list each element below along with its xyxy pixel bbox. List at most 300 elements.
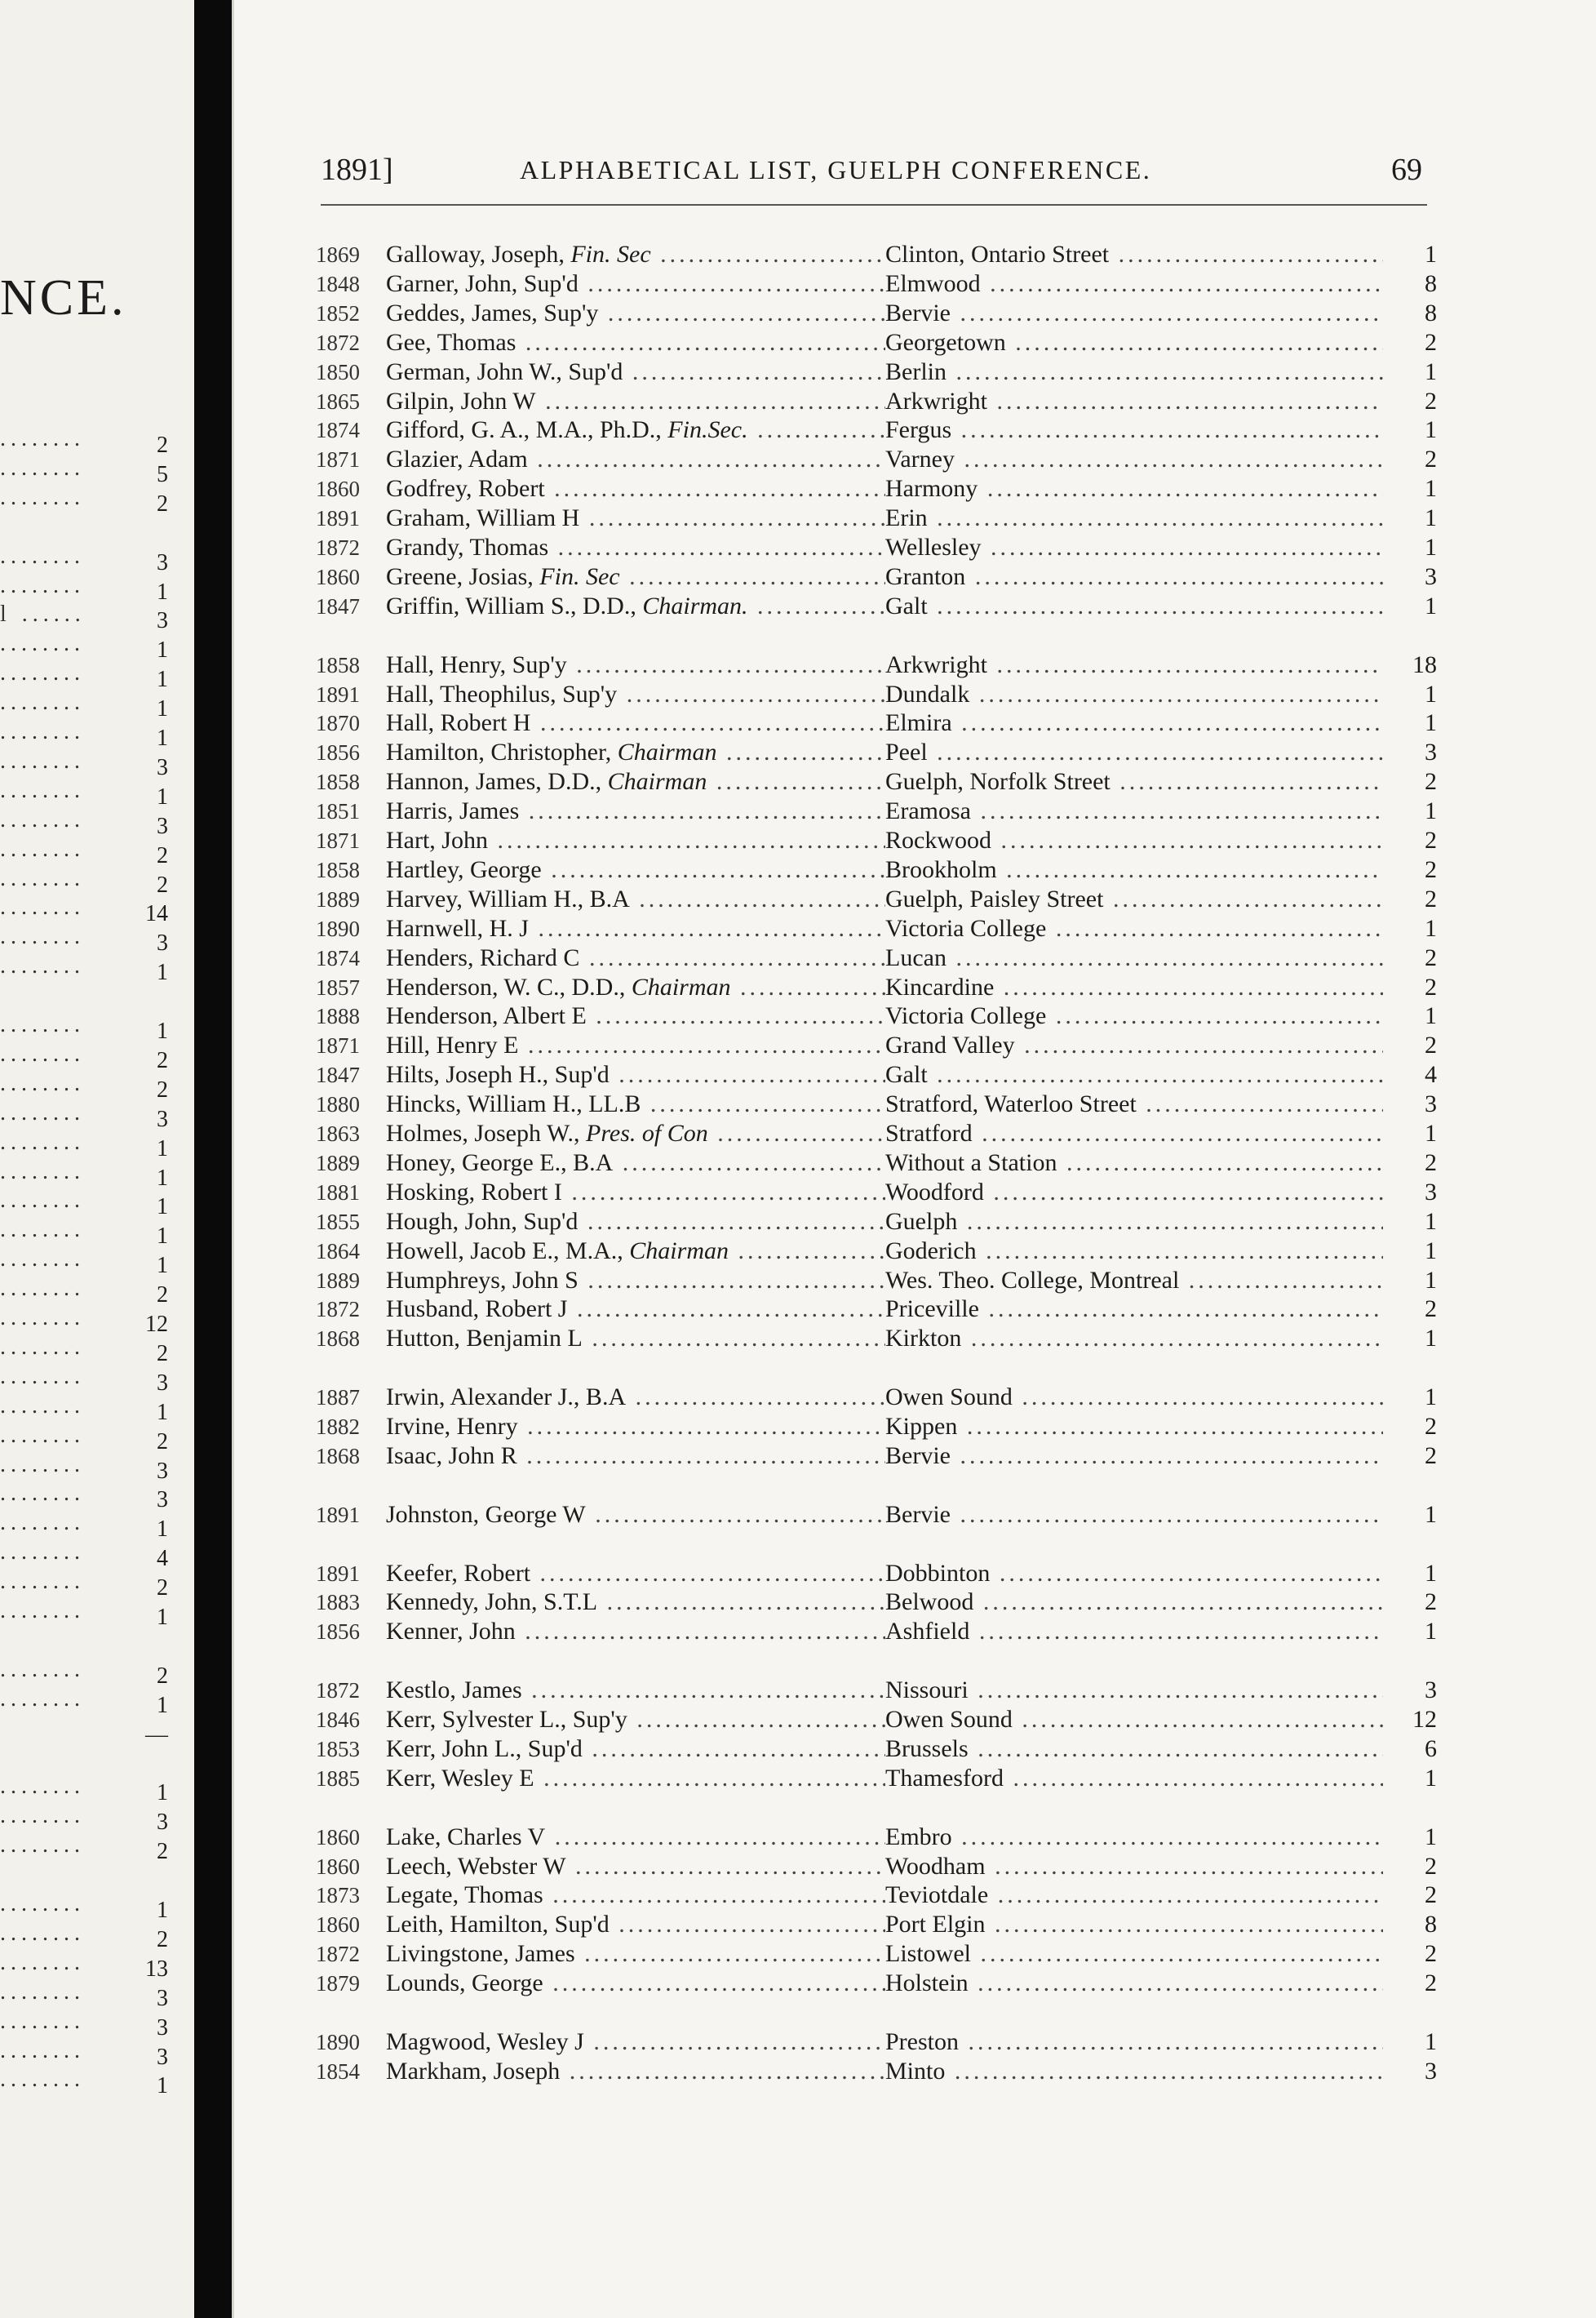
entry-circuit: Erin ..... <box>885 504 1383 533</box>
entry-years-count: 2 <box>1425 973 1437 1001</box>
left-row-value: 3 <box>157 1487 168 1513</box>
left-row-value: 2 <box>157 872 168 898</box>
list-entry <box>234 387 1596 416</box>
list-entry <box>234 1734 1596 1764</box>
entry-name-text: Gifford, G. A., M.A., Ph.D., <box>386 416 662 444</box>
left-page-row <box>0 1832 188 1867</box>
entry-name-text: Leech, Webster W <box>386 1852 566 1880</box>
entry-years-count: 8 <box>1425 269 1437 297</box>
entry-years-count: 4 <box>1425 1061 1437 1089</box>
entry-name-text: Geddes, James, Sup'y <box>386 299 599 326</box>
entry-years-count: 8 <box>1425 1911 1437 1938</box>
left-row-value: — <box>145 1721 168 1747</box>
entry-year: 1870 <box>316 711 360 736</box>
entry-circuit: Woodham ..... <box>885 1852 1383 1881</box>
list-entry <box>234 269 1596 299</box>
entry-year: 1890 <box>316 2029 360 2054</box>
left-row-leader: ........ <box>0 836 85 862</box>
left-row-value: 3 <box>157 608 168 634</box>
entry-name-text: Kestlo, James <box>386 1676 522 1704</box>
main-page <box>232 0 1596 2318</box>
entry-name-text: Gee, Thomas <box>386 328 516 356</box>
entry-office-title: Chairman. <box>642 592 748 619</box>
entry-name-text: Irvine, Henry <box>386 1413 518 1440</box>
entry-circuit: Ashfield ..... <box>885 1617 1383 1646</box>
page-number: 69 <box>1391 153 1422 187</box>
entry-name-text: Kerr, John L., Sup'd <box>386 1734 583 1762</box>
left-row-value: 2 <box>157 1428 168 1454</box>
entry-circuit: Kirkton ..... <box>885 1324 1383 1353</box>
entry-years-count: 1 <box>1425 1383 1437 1411</box>
entry-year: 1891 <box>316 682 360 707</box>
left-row-value: 1 <box>157 1898 168 1923</box>
entry-circuit: Dundalk ..... <box>885 680 1383 709</box>
entry-circuit: Victoria College ..... <box>885 914 1383 944</box>
left-row-leader: ........ <box>0 572 85 598</box>
entry-circuit: Preston ..... <box>885 2027 1383 2057</box>
entry-name-text: Husband, Robert J <box>386 1295 568 1323</box>
entry-circuit: Rockwood ..... <box>885 826 1383 855</box>
left-row-value: 3 <box>157 813 168 839</box>
entry-year: 1855 <box>316 1209 360 1234</box>
entry-year: 1869 <box>316 242 360 267</box>
entry-years-count: 2 <box>1425 1032 1437 1059</box>
entry-year: 1873 <box>316 1883 360 1908</box>
entry-year: 1863 <box>316 1121 360 1146</box>
list-entry <box>234 592 1596 621</box>
entry-years-count: 1 <box>1425 1120 1437 1147</box>
entry-year: 1857 <box>316 975 360 1000</box>
entry-circuit: Fergus ..... <box>885 415 1383 445</box>
entry-year: 1880 <box>316 1092 360 1117</box>
left-row-leader: ........ <box>0 1569 85 1595</box>
left-row-leader: ........ <box>0 1920 85 1946</box>
entry-circuit: Embro ..... <box>885 1823 1383 1852</box>
entry-year: 1889 <box>316 1150 360 1175</box>
entry-name-text: Garner, John, Sup'd <box>386 269 579 297</box>
entry-years-count: 1 <box>1425 592 1437 619</box>
entry-circuit: Brussels ..... <box>885 1734 1383 1764</box>
left-row-leader: ........ <box>0 1276 85 1302</box>
left-row-leader: ........ <box>0 1978 85 2005</box>
entry-name-text: Kenner, John <box>386 1618 516 1645</box>
entry-year: 1851 <box>316 799 360 824</box>
left-row-value: 1 <box>157 667 168 693</box>
entry-years-count: 2 <box>1425 1148 1437 1176</box>
entry-name-text: Legate, Thomas <box>386 1881 543 1909</box>
entry-office-title: Chairman <box>631 973 731 1001</box>
left-row-leader: l ...... <box>0 602 86 628</box>
entry-years-count: 1 <box>1425 1325 1437 1352</box>
list-entry <box>234 973 1596 1002</box>
entry-year: 1860 <box>316 1912 360 1938</box>
list-entry <box>234 1207 1596 1237</box>
entry-name-text: Graham, William H <box>386 504 580 532</box>
entry-years-count: 1 <box>1425 709 1437 737</box>
entry-name-text: Greene, Josias, <box>386 562 534 590</box>
entry-circuit: Arkwright ..... <box>885 387 1383 416</box>
left-facing-page <box>0 0 194 2318</box>
entry-year: 1885 <box>316 1765 360 1791</box>
entry-name-text: Hannon, James, D.D., <box>386 768 602 796</box>
left-row-leader: ........ <box>0 1774 85 1800</box>
left-row-value: 4 <box>157 1546 168 1572</box>
left-row-leader: ........ <box>0 1217 85 1243</box>
left-row-value: 2 <box>157 1282 168 1308</box>
entry-years-count: 1 <box>1425 241 1437 268</box>
entry-year: 1891 <box>316 1502 360 1527</box>
left-row-value: 2 <box>157 491 168 517</box>
left-row-value: 1 <box>157 637 168 664</box>
left-row-leader: ........ <box>0 543 85 569</box>
left-row-leader: ........ <box>0 1158 85 1184</box>
entry-name-text: Henderson, W. C., D.D., <box>386 973 626 1001</box>
entry-circuit: Georgetown ..... <box>885 328 1383 357</box>
list-entry <box>234 1939 1596 1969</box>
entry-circuit: Arkwright ..... <box>885 651 1383 680</box>
entry-circuit: Guelph ..... <box>885 1207 1383 1237</box>
left-row-leader: ........ <box>0 1949 85 1975</box>
entry-year: 1852 <box>316 300 360 326</box>
left-row-value: 3 <box>157 2044 168 2070</box>
left-row-value: 1 <box>157 1019 168 1044</box>
list-entry <box>234 1500 1596 1530</box>
list-entry <box>234 1148 1596 1178</box>
entry-year: 1848 <box>316 271 360 296</box>
entry-circuit: Wellesley ..... <box>885 533 1383 562</box>
left-row-leader: ........ <box>0 1334 85 1360</box>
entry-office-title: Fin.Sec. <box>667 416 748 444</box>
entry-years-count: 1 <box>1425 534 1437 561</box>
left-row-leader: ........ <box>0 924 85 950</box>
left-row-value: 1 <box>157 1605 168 1630</box>
entry-years-count: 2 <box>1425 1969 1437 1997</box>
entry-year: 1871 <box>316 828 360 853</box>
left-row-value: 3 <box>157 1810 168 1836</box>
left-row-leader: ........ <box>0 806 85 833</box>
left-row-value: 1 <box>157 1516 168 1543</box>
entry-circuit: Holstein ..... <box>885 1969 1383 1998</box>
entry-year: 1871 <box>316 1033 360 1059</box>
left-row-value: 1 <box>157 726 168 751</box>
entry-years-count: 2 <box>1425 1852 1437 1880</box>
list-entry <box>234 328 1596 357</box>
entry-circuit: Kippen ..... <box>885 1412 1383 1441</box>
left-row-leader: ........ <box>0 631 85 657</box>
entry-year: 1883 <box>316 1590 360 1615</box>
entry-year: 1856 <box>316 1619 360 1645</box>
entry-year: 1872 <box>316 1678 360 1703</box>
list-entry <box>234 1383 1596 1412</box>
list-entry <box>234 797 1596 826</box>
entry-circuit: Dobbinton ..... <box>885 1559 1383 1588</box>
list-entry <box>234 2057 1596 2086</box>
entry-year: 1889 <box>316 1268 360 1293</box>
entry-name-text: Howell, Jacob E., M.A., <box>386 1237 623 1264</box>
entry-years-count: 1 <box>1425 1618 1437 1645</box>
entry-circuit: Listowel ..... <box>885 1939 1383 1969</box>
left-row-value: 1 <box>157 784 168 810</box>
entry-name-text: Holmes, Joseph W., <box>386 1120 580 1147</box>
entry-years-count: 2 <box>1425 768 1437 796</box>
entry-years-count: 2 <box>1425 1881 1437 1909</box>
left-row-value: 2 <box>157 1575 168 1601</box>
entry-years-count: 1 <box>1425 1002 1437 1030</box>
entry-name-text: Glazier, Adam <box>386 446 528 473</box>
list-entry <box>234 533 1596 562</box>
list-entry <box>234 1266 1596 1295</box>
entry-years-count: 18 <box>1412 651 1437 678</box>
entry-name-text: Griffin, William S., D.D., <box>386 592 636 619</box>
left-row-leader: ........ <box>0 690 85 716</box>
left-row-value: 1 <box>157 579 168 605</box>
entry-circuit: Berlin ..... <box>885 357 1383 387</box>
left-row-leader: ........ <box>0 1510 85 1536</box>
list-entry <box>234 1119 1596 1148</box>
entry-name-text: Keefer, Robert <box>386 1559 531 1587</box>
entry-circuit: Lucan ..... <box>885 944 1383 973</box>
left-row-leader: ........ <box>0 1481 85 1507</box>
entry-circuit: Nissouri ..... <box>885 1676 1383 1705</box>
entry-circuit: Brookholm ..... <box>885 855 1383 885</box>
left-row-value: 1 <box>157 960 168 986</box>
entry-circuit: Kincardine ..... <box>885 973 1383 1002</box>
entry-circuit: Teviotdale ..... <box>885 1881 1383 1910</box>
left-row-value: 2 <box>157 1839 168 1865</box>
entry-year: 1854 <box>316 2058 360 2084</box>
list-entry <box>234 1060 1596 1090</box>
entry-circuit: Elmwood ..... <box>885 269 1383 299</box>
entry-name-text: Hartley, George <box>386 855 542 883</box>
entry-name-text: Hutton, Benjamin L <box>386 1325 583 1352</box>
left-row-value: 12 <box>145 1312 168 1337</box>
left-page-row <box>0 953 188 988</box>
entry-years-count: 2 <box>1425 1940 1437 1968</box>
entry-year: 1847 <box>316 593 360 619</box>
list-entry <box>234 562 1596 592</box>
left-row-leader: ........ <box>0 1598 85 1623</box>
entry-circuit: Without a Station ..... <box>885 1148 1383 1178</box>
entry-name-text: Hall, Theophilus, Sup'y <box>386 680 618 708</box>
list-entry <box>234 1559 1596 1588</box>
entry-circuit: Guelph, Norfolk Street ..... <box>885 767 1383 797</box>
entry-name-text: Irwin, Alexander J., B.A <box>386 1383 627 1411</box>
list-entry <box>234 445 1596 474</box>
entry-year: 1872 <box>316 1942 360 1967</box>
left-row-leader: ........ <box>0 1363 85 1389</box>
list-entry <box>234 1617 1596 1646</box>
entry-office-title: Chairman <box>617 739 717 766</box>
entry-name-text: Johnston, George W <box>386 1500 586 1528</box>
entry-years-count: 2 <box>1425 1295 1437 1323</box>
entry-name-text: Harris, James <box>386 797 520 825</box>
entry-circuit: Owen Sound ..... <box>885 1705 1383 1734</box>
entry-circuit: Goderich ..... <box>885 1237 1383 1266</box>
header-rule <box>321 204 1427 206</box>
entry-circuit: Victoria College ..... <box>885 1001 1383 1031</box>
left-row-leader: ........ <box>0 2037 85 2063</box>
entry-circuit: Minto ..... <box>885 2057 1383 2086</box>
entry-year: 1860 <box>316 1824 360 1850</box>
entry-year: 1853 <box>316 1736 360 1761</box>
entry-years-count: 1 <box>1425 475 1437 503</box>
left-row-value: 3 <box>157 1985 168 2011</box>
entry-name-text: Magwood, Wesley J <box>386 2027 584 2055</box>
entry-office-title: Fin. Sec <box>539 562 620 590</box>
entry-years-count: 2 <box>1425 1441 1437 1469</box>
left-row-value: 1 <box>157 1692 168 1718</box>
left-row-leader: ........ <box>0 748 85 774</box>
left-row-value: 3 <box>157 1458 168 1484</box>
entry-year: 1887 <box>316 1385 360 1410</box>
entry-name-text: Grandy, Thomas <box>386 534 549 561</box>
left-row-leader: ........ <box>0 1451 85 1477</box>
left-row-value: 2 <box>157 1077 168 1103</box>
header-year: 1891] <box>321 153 393 187</box>
entry-circuit: Clinton, Ontario Street ..... <box>885 240 1383 269</box>
entry-years-count: 1 <box>1425 914 1437 942</box>
left-row-leader: ........ <box>0 484 85 510</box>
left-page-row <box>0 1721 188 1750</box>
entry-years-count: 2 <box>1425 387 1437 415</box>
entry-circuit: Port Elgin ..... <box>885 1910 1383 1939</box>
left-row-value: 3 <box>157 2014 168 2040</box>
left-row-value: 2 <box>157 1047 168 1073</box>
entry-year: 1856 <box>316 740 360 766</box>
list-entry <box>234 240 1596 269</box>
left-row-leader: ........ <box>0 1656 85 1682</box>
entry-years-count: 2 <box>1425 827 1437 854</box>
list-entry <box>234 738 1596 767</box>
entry-name-text: Kerr, Sylvester L., Sup'y <box>386 1706 627 1733</box>
entry-year: 1846 <box>316 1707 360 1732</box>
left-row-value: 1 <box>157 1135 168 1161</box>
left-row-leader: ........ <box>0 953 85 979</box>
left-row-value: 1 <box>157 1780 168 1806</box>
entry-year: 1872 <box>316 1297 360 1322</box>
entry-office-title: Chairman <box>607 768 707 796</box>
entry-name-text: Hamilton, Christopher, <box>386 739 612 766</box>
list-entry <box>234 357 1596 387</box>
entry-year: 1865 <box>316 389 360 414</box>
list-entry <box>234 474 1596 504</box>
entry-circuit: Guelph, Paisley Street ..... <box>885 885 1383 914</box>
entry-years-count: 8 <box>1425 299 1437 326</box>
entry-office-title: Fin. Sec <box>570 241 651 268</box>
entry-name-text: Henders, Richard C <box>386 944 580 971</box>
entry-circuit: Stratford, Waterloo Street ..... <box>885 1090 1383 1119</box>
left-row-leader: ........ <box>0 2067 85 2093</box>
entry-years-count: 3 <box>1425 1090 1437 1118</box>
left-row-value: 2 <box>157 433 168 458</box>
list-entry <box>234 1324 1596 1353</box>
entry-year: 1858 <box>316 652 360 677</box>
entry-name-text: Hall, Henry, Sup'y <box>386 651 567 678</box>
entry-years-count: 3 <box>1425 1676 1437 1704</box>
entry-circuit: Wes. Theo. College, Montreal ..... <box>885 1266 1383 1295</box>
entry-years-count: 1 <box>1425 1559 1437 1587</box>
entry-name-text: Harvey, William H., B.A <box>386 885 630 913</box>
entry-years-count: 3 <box>1425 562 1437 590</box>
entry-name-text: Hilts, Joseph H., Sup'd <box>386 1061 610 1089</box>
entry-name-text: Godfrey, Robert <box>386 475 545 503</box>
entry-year: 1864 <box>316 1238 360 1263</box>
left-row-leader: ........ <box>0 895 85 921</box>
entry-year: 1847 <box>316 1063 360 1088</box>
entry-years-count: 1 <box>1425 1500 1437 1528</box>
list-entry <box>234 1412 1596 1441</box>
list-entry <box>234 1881 1596 1910</box>
entry-circuit: Elmira ..... <box>885 708 1383 738</box>
list-entry <box>234 2027 1596 2057</box>
entry-circuit: Galt ..... <box>885 592 1383 621</box>
left-row-leader: ........ <box>0 1246 85 1272</box>
entry-office-title: Chairman <box>629 1237 729 1264</box>
entry-circuit: Galt ..... <box>885 1060 1383 1090</box>
left-row-leader: ........ <box>0 1685 85 1712</box>
entry-name-text: Honey, George E., B.A <box>386 1148 614 1176</box>
list-entry <box>234 1237 1596 1266</box>
entry-name-text: Humphreys, John S <box>386 1266 579 1294</box>
list-entry <box>234 885 1596 914</box>
entry-office-title: Pres. of Con <box>586 1120 708 1147</box>
entry-years-count: 1 <box>1425 1207 1437 1235</box>
left-row-value: 3 <box>157 1370 168 1396</box>
left-row-value: 1 <box>157 1253 168 1279</box>
list-entry <box>234 855 1596 885</box>
entry-circuit: Harmony ..... <box>885 474 1383 504</box>
entry-year: 1860 <box>316 564 360 589</box>
list-entry <box>234 1090 1596 1119</box>
left-page-row <box>0 484 188 519</box>
list-entry <box>234 1764 1596 1793</box>
entry-year: 1858 <box>316 770 360 795</box>
entry-name-text: Henderson, Albert E <box>386 1002 587 1030</box>
entry-years-count: 1 <box>1425 680 1437 708</box>
list-entry <box>234 1031 1596 1060</box>
entry-name-text: Hart, John <box>386 827 488 854</box>
left-row-leader: ........ <box>0 1539 85 1565</box>
entry-year: 1868 <box>316 1443 360 1468</box>
entry-circuit: Belwood ..... <box>885 1588 1383 1617</box>
left-row-value: 1 <box>157 2073 168 2099</box>
list-entry <box>234 1852 1596 1881</box>
entry-name-text: Galloway, Joseph, <box>386 241 565 268</box>
left-row-leader: ........ <box>0 660 85 686</box>
entry-year: 1868 <box>316 1326 360 1352</box>
left-page-row <box>0 1598 188 1632</box>
left-row-leader: ........ <box>0 455 85 481</box>
entry-circuit: Woodford ..... <box>885 1178 1383 1207</box>
entry-year: 1889 <box>316 886 360 912</box>
left-row-value: 3 <box>157 930 168 957</box>
left-row-leader: ........ <box>0 1392 85 1419</box>
entry-circuit: Grand Valley ..... <box>885 1031 1383 1060</box>
entry-years-count: 3 <box>1425 739 1437 766</box>
entry-name-text: Leith, Hamilton, Sup'd <box>386 1911 610 1938</box>
entry-years-count: 12 <box>1412 1706 1437 1733</box>
left-row-leader: ........ <box>0 426 85 451</box>
entry-year: 1858 <box>316 857 360 882</box>
entry-circuit: Granton ..... <box>885 562 1383 592</box>
entry-name-text: Markham, Joseph <box>386 2057 561 2085</box>
list-entry <box>234 299 1596 328</box>
left-row-leader: ........ <box>0 1012 85 1037</box>
entry-year: 1891 <box>316 506 360 531</box>
entry-years-count: 1 <box>1425 357 1437 385</box>
left-row-value: 13 <box>145 1956 168 1982</box>
left-row-leader: ........ <box>0 1422 85 1448</box>
